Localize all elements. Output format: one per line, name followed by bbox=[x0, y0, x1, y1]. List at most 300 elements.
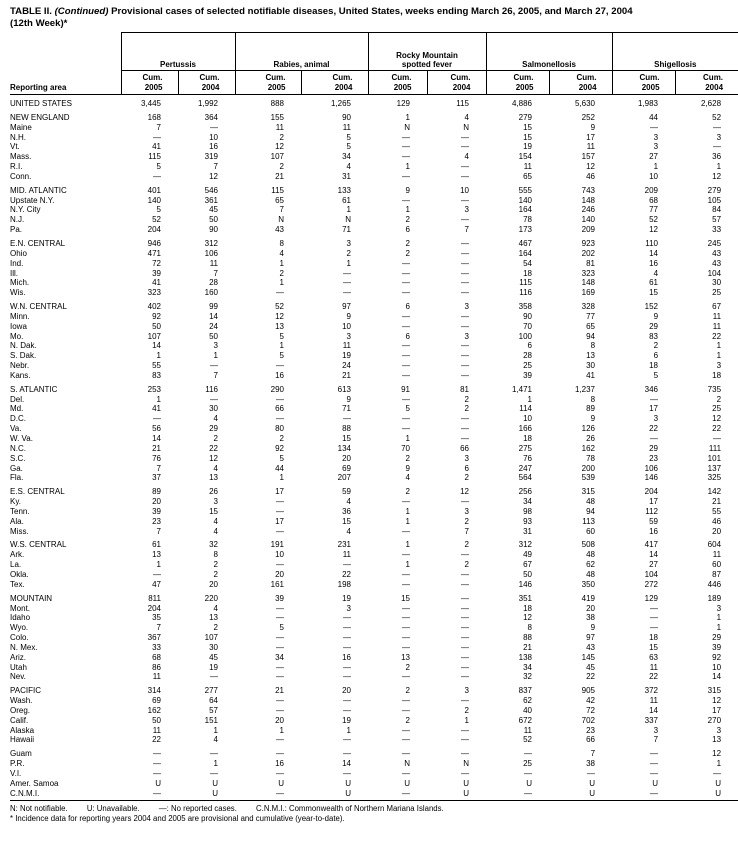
cell-value: 42 bbox=[586, 696, 596, 706]
cell-value: 231 bbox=[337, 540, 351, 550]
cell-value: 1 bbox=[279, 473, 284, 483]
cell-value: 5 bbox=[346, 132, 351, 142]
cell-value: 1 bbox=[716, 759, 722, 769]
cell-value: 15 bbox=[342, 516, 351, 526]
cell-value: 23 bbox=[586, 725, 596, 735]
cell-value: — bbox=[343, 696, 351, 706]
cell-value: 43 bbox=[586, 642, 596, 652]
cell-value: 7 bbox=[653, 735, 659, 745]
cell-value: 34 bbox=[523, 662, 532, 672]
cell-value: — bbox=[343, 672, 351, 682]
table-row bbox=[10, 633, 738, 643]
cell-value: 11 bbox=[342, 550, 351, 560]
cell-value: 16 bbox=[275, 759, 284, 769]
cell-value: 4 bbox=[464, 112, 469, 122]
cell-value: 314 bbox=[147, 686, 161, 696]
cell-value: — bbox=[461, 162, 469, 172]
table-row bbox=[10, 716, 738, 726]
cell-value: 71 bbox=[342, 225, 351, 235]
cell-value: 30 bbox=[209, 642, 218, 652]
cell-value: 5 bbox=[405, 404, 410, 414]
cell-value: 279 bbox=[707, 185, 722, 195]
row-label: Conn. bbox=[10, 171, 32, 181]
cell-value: 11 bbox=[649, 696, 659, 706]
cell-value: 138 bbox=[518, 652, 532, 662]
row-label: W.S. CENTRAL bbox=[10, 540, 67, 550]
cell-value: 15 bbox=[649, 288, 659, 298]
cell-value: 7 bbox=[156, 463, 161, 473]
cell-value: 3,445 bbox=[140, 99, 161, 108]
cell-value: — bbox=[461, 749, 469, 759]
row-label: Idaho bbox=[10, 613, 31, 623]
cell-value: 22 bbox=[342, 569, 351, 579]
cell-value: 2 bbox=[279, 434, 284, 443]
cell-value: 2 bbox=[464, 404, 469, 414]
cell-value: 7 bbox=[279, 205, 284, 215]
cell-value: 11 bbox=[342, 341, 351, 351]
row-label: Nev. bbox=[10, 672, 26, 682]
cell-value: 12 bbox=[460, 487, 469, 497]
cell-value: 19 bbox=[209, 662, 218, 672]
cell-value: 346 bbox=[644, 384, 659, 394]
cell-value: — bbox=[343, 623, 351, 633]
table-row bbox=[10, 298, 738, 312]
table-row bbox=[10, 550, 738, 560]
cell-value: 140 bbox=[518, 195, 532, 205]
cell-value: — bbox=[461, 414, 469, 424]
cell-value: 90 bbox=[523, 311, 532, 321]
cell-value: 9 bbox=[653, 311, 659, 321]
cell-value: 204 bbox=[147, 225, 161, 235]
cell-value: 3 bbox=[716, 725, 722, 735]
cell-value: 2 bbox=[464, 540, 469, 550]
cell-value: 12 bbox=[712, 749, 722, 759]
cell-value: 10 bbox=[523, 414, 532, 424]
cell-value: 56 bbox=[152, 424, 161, 434]
cell-value: 137 bbox=[707, 463, 722, 473]
footnote-legend bbox=[10, 804, 728, 815]
cell-value: 1 bbox=[346, 205, 351, 215]
cell-value: 50 bbox=[152, 715, 161, 725]
cell-value: 40 bbox=[523, 705, 532, 715]
row-label: NEW ENGLAND bbox=[10, 112, 70, 122]
cell-value: — bbox=[402, 497, 410, 507]
cell-value: 90 bbox=[342, 112, 351, 122]
cell-value: 39 bbox=[152, 268, 161, 278]
cell-value: 69 bbox=[152, 696, 161, 706]
cell-value: — bbox=[276, 696, 284, 706]
cell-value: 50 bbox=[209, 215, 218, 225]
cell-value: — bbox=[461, 248, 469, 258]
cell-value: 252 bbox=[581, 112, 596, 122]
cell-value: 111 bbox=[708, 443, 722, 453]
cell-value: — bbox=[402, 424, 410, 434]
group-header-row bbox=[10, 33, 738, 71]
cell-value: 24 bbox=[209, 321, 218, 331]
cell-value: — bbox=[276, 560, 284, 570]
cell-value: 21 bbox=[523, 642, 532, 652]
table-row bbox=[10, 312, 738, 322]
cell-value: 77 bbox=[649, 205, 659, 215]
cell-value: — bbox=[153, 414, 161, 424]
row-label: Del. bbox=[10, 394, 25, 404]
cell-value: 11 bbox=[649, 662, 659, 672]
cell-value: 17 bbox=[275, 487, 284, 497]
cell-value: 4 bbox=[653, 268, 659, 278]
table-row bbox=[10, 424, 738, 434]
cell-value: 2 bbox=[213, 569, 218, 579]
cell-value: 14 bbox=[342, 759, 351, 769]
cell-value: 1 bbox=[716, 162, 722, 172]
cell-value: — bbox=[713, 769, 722, 778]
table-row bbox=[10, 779, 738, 789]
cell-value: 52 bbox=[649, 215, 659, 225]
table-row bbox=[10, 759, 738, 769]
cell-value: 13 bbox=[275, 321, 284, 331]
cell-value: 367 bbox=[147, 633, 161, 643]
cell-value: 76 bbox=[152, 453, 161, 463]
cell-value: 446 bbox=[707, 579, 722, 589]
cell-value: — bbox=[402, 705, 410, 715]
cell-value: 9 bbox=[346, 394, 351, 404]
cell-value: 27 bbox=[649, 560, 659, 570]
cell-value: 3 bbox=[464, 331, 469, 341]
table-row bbox=[10, 133, 738, 143]
cell-value: 52 bbox=[712, 112, 722, 122]
cell-value: U bbox=[652, 778, 659, 788]
cell-value: 7 bbox=[213, 162, 218, 172]
row-label: Oreg. bbox=[10, 705, 31, 715]
cell-value: 145 bbox=[581, 652, 596, 662]
cell-value: 16 bbox=[649, 258, 659, 268]
table-row bbox=[10, 152, 738, 162]
cell-value: 5 bbox=[279, 453, 284, 463]
cell-value: 323 bbox=[581, 268, 596, 278]
cell-value: 419 bbox=[581, 593, 596, 603]
cell-value: N bbox=[463, 122, 469, 132]
cell-value: — bbox=[153, 171, 161, 181]
cell-value: 169 bbox=[581, 288, 596, 298]
cell-value: — bbox=[402, 569, 410, 579]
table-title-week: (12th Week)* bbox=[10, 17, 68, 29]
cell-value: 2,628 bbox=[701, 99, 722, 108]
cell-value: 3 bbox=[464, 302, 469, 312]
table-row bbox=[10, 109, 738, 123]
cell-value: U bbox=[212, 778, 218, 788]
cell-value: 17 bbox=[649, 497, 659, 507]
cell-value: 12 bbox=[649, 225, 659, 235]
cell-value: 152 bbox=[644, 302, 659, 312]
cell-value: 28 bbox=[523, 351, 532, 361]
cell-value: 107 bbox=[270, 152, 284, 162]
cell-value: — bbox=[402, 725, 410, 735]
cell-value: — bbox=[235, 789, 301, 800]
cell-value: 97 bbox=[586, 633, 596, 643]
cell-value: 209 bbox=[581, 225, 596, 235]
cell-value: 36 bbox=[342, 506, 351, 516]
cell-value: 15 bbox=[523, 132, 532, 142]
table-row bbox=[10, 259, 738, 269]
cell-value: 17 bbox=[586, 132, 596, 142]
cell-value: — bbox=[121, 789, 178, 800]
cell-value: 3 bbox=[346, 603, 351, 613]
cell-value: 60 bbox=[712, 560, 722, 570]
cell-value: 2 bbox=[279, 132, 284, 142]
cell-value: 417 bbox=[644, 540, 659, 550]
cell-value: 57 bbox=[209, 705, 218, 715]
cell-value: 107 bbox=[204, 633, 218, 643]
cell-value: 351 bbox=[518, 593, 532, 603]
cell-value: 1 bbox=[213, 759, 218, 769]
cell-value: — bbox=[524, 749, 532, 759]
cell-value: — bbox=[461, 288, 469, 298]
cell-value: 69 bbox=[342, 463, 351, 473]
cell-value: 1 bbox=[527, 394, 532, 404]
cell-value: 18 bbox=[523, 268, 532, 278]
cell-value: — bbox=[402, 351, 410, 361]
cell-value: — bbox=[461, 579, 469, 589]
cell-value: N bbox=[463, 759, 469, 769]
table-row bbox=[10, 643, 738, 653]
row-label: MID. ATLANTIC bbox=[10, 185, 67, 195]
cell-value: 55 bbox=[712, 506, 722, 516]
cell-value: 157 bbox=[581, 152, 596, 162]
cell-value: 91 bbox=[401, 384, 410, 394]
cell-value: 1 bbox=[156, 394, 161, 404]
table-row bbox=[10, 769, 738, 779]
cell-value: 4 bbox=[213, 414, 218, 424]
cell-value: 110 bbox=[645, 238, 659, 248]
cell-value: — bbox=[276, 633, 284, 643]
cell-value: 4 bbox=[213, 526, 218, 536]
cell-value: 29 bbox=[649, 321, 659, 331]
cell-value: — bbox=[343, 268, 351, 278]
cell-value: — bbox=[153, 569, 161, 579]
cell-value: 7 bbox=[590, 749, 596, 759]
group-header-pertussis: Pertussis bbox=[121, 33, 235, 71]
row-label: Tenn. bbox=[10, 506, 30, 516]
cell-value: 148 bbox=[581, 278, 596, 288]
cell-value: — bbox=[210, 769, 218, 778]
cell-value: — bbox=[461, 351, 469, 361]
cell-value: 65 bbox=[275, 195, 284, 205]
cell-value: 88 bbox=[342, 424, 351, 434]
cell-value: 5 bbox=[653, 370, 659, 380]
cell-value: 6 bbox=[405, 225, 410, 235]
cell-value: 10 bbox=[209, 132, 218, 142]
cell-value: 1 bbox=[716, 613, 722, 623]
cell-value: — bbox=[461, 238, 469, 248]
table-row bbox=[10, 590, 738, 604]
cell-value: — bbox=[402, 749, 410, 759]
cell-value: 34 bbox=[342, 152, 351, 162]
row-label: Amer. Samoa bbox=[10, 778, 59, 788]
cell-value: 48 bbox=[586, 497, 596, 507]
cell-value: 29 bbox=[649, 443, 659, 453]
cell-value: 361 bbox=[204, 195, 218, 205]
cell-value: 114 bbox=[519, 404, 532, 414]
cell-value: — bbox=[650, 613, 659, 623]
cell-value: 2 bbox=[279, 268, 284, 278]
cell-value: 1 bbox=[156, 351, 161, 361]
table-row bbox=[10, 682, 738, 696]
cell-value: — bbox=[461, 613, 469, 623]
cell-value: 2 bbox=[405, 248, 410, 258]
cell-value: 2 bbox=[653, 341, 659, 351]
cell-value: 1,471 bbox=[511, 384, 532, 394]
cell-value: 564 bbox=[518, 473, 532, 483]
cell-value: 8 bbox=[590, 394, 596, 404]
cell-value: 28 bbox=[209, 278, 218, 288]
cell-value: 97 bbox=[342, 302, 351, 312]
cell-value: — bbox=[343, 414, 351, 424]
cell-value: 4 bbox=[346, 497, 351, 507]
cell-value: 2 bbox=[405, 215, 410, 225]
cell-value: 15 bbox=[209, 506, 218, 516]
cell-value: 32 bbox=[209, 540, 218, 550]
cell-value: 245 bbox=[707, 238, 722, 248]
cell-value: 22 bbox=[712, 424, 722, 434]
cell-value: 604 bbox=[707, 540, 722, 550]
cell-value: 2 bbox=[213, 560, 218, 570]
table-row bbox=[10, 706, 738, 716]
cell-value: 1 bbox=[405, 516, 410, 526]
cell-value: 13 bbox=[152, 550, 161, 560]
cell-value: 61 bbox=[649, 278, 659, 288]
cell-value: 8 bbox=[590, 341, 596, 351]
cell-value: 613 bbox=[337, 384, 351, 394]
cell-value: 3 bbox=[464, 453, 469, 463]
table-row bbox=[10, 580, 738, 590]
cell-value: — bbox=[402, 258, 410, 268]
reporting-area-header: Reporting area bbox=[10, 33, 121, 95]
cell-value: 21 bbox=[152, 443, 161, 453]
cell-value: — bbox=[461, 735, 469, 745]
cell-value: 7 bbox=[156, 122, 161, 132]
cell-value: 1 bbox=[716, 341, 722, 351]
cell-value: 30 bbox=[209, 404, 218, 414]
table-row bbox=[10, 142, 738, 152]
cell-value: — bbox=[343, 288, 351, 298]
cell-value: 89 bbox=[152, 487, 161, 497]
cell-value: — bbox=[343, 278, 351, 288]
col-header-cum-2004: Cum. 2004 bbox=[675, 71, 738, 95]
cell-value: 14 bbox=[209, 311, 218, 321]
cell-value: — bbox=[402, 268, 410, 278]
cell-value: 2 bbox=[213, 623, 218, 633]
cell-value: 162 bbox=[147, 705, 161, 715]
row-label: Ark. bbox=[10, 550, 25, 560]
cell-value: 1 bbox=[716, 351, 722, 361]
cell-value: 98 bbox=[523, 506, 532, 516]
row-label: Fla. bbox=[10, 473, 24, 483]
row-label: Ohio bbox=[10, 248, 27, 258]
table-row bbox=[10, 653, 738, 663]
cell-value: — bbox=[461, 268, 469, 278]
cell-value: 146 bbox=[518, 579, 532, 589]
cell-value: 115 bbox=[148, 152, 161, 162]
cell-value: 12 bbox=[712, 696, 722, 706]
cell-value: — bbox=[650, 749, 659, 759]
cell-value: 116 bbox=[205, 384, 218, 394]
cell-value: 134 bbox=[337, 443, 351, 453]
table-row bbox=[10, 249, 738, 259]
row-label: S. Dak. bbox=[10, 351, 37, 361]
table-row bbox=[10, 663, 738, 673]
cell-value: — bbox=[461, 142, 469, 152]
table-row bbox=[10, 473, 738, 483]
row-label: UNITED STATES bbox=[10, 99, 72, 108]
table-row bbox=[10, 235, 738, 249]
cell-value: 36 bbox=[712, 152, 722, 162]
table-title-rest: Provisional cases of selected notifiable diseases, United States, weeks ending March 26, 2005, and March 27, 2004 bbox=[111, 6, 633, 17]
table-row bbox=[10, 162, 738, 172]
cell-value: 2 bbox=[464, 560, 469, 570]
row-label: N. Mex. bbox=[10, 642, 38, 652]
cell-value: 3 bbox=[346, 238, 351, 248]
cell-value: — bbox=[461, 497, 469, 507]
cell-value: 104 bbox=[707, 268, 722, 278]
cell-value: 401 bbox=[147, 185, 161, 195]
cell-value: 946 bbox=[147, 238, 161, 248]
cell-value: — bbox=[276, 361, 284, 371]
cell-value: 19 bbox=[523, 142, 532, 152]
cell-value: 67 bbox=[523, 560, 532, 570]
cell-value: 11 bbox=[275, 122, 284, 132]
cell-value: 52 bbox=[523, 735, 532, 745]
table-row bbox=[10, 371, 738, 381]
cell-value: 20 bbox=[342, 453, 351, 463]
cell-value: 50 bbox=[152, 321, 161, 331]
row-label: C.N.M.I. bbox=[10, 789, 121, 800]
row-label: S. ATLANTIC bbox=[10, 384, 58, 394]
cell-value: 471 bbox=[147, 248, 161, 258]
cell-value: 46 bbox=[586, 171, 596, 181]
cell-value: 106 bbox=[204, 248, 218, 258]
cell-value: 3 bbox=[653, 414, 659, 424]
cell-value: 155 bbox=[270, 112, 284, 122]
cell-value: 173 bbox=[518, 225, 532, 235]
cell-value: 160 bbox=[204, 288, 218, 298]
cell-value: 24 bbox=[342, 361, 351, 371]
group-header-rocky-mountain-spotted-fever: Rocky Mountain spotted fever bbox=[368, 33, 486, 71]
cell-value: — bbox=[612, 789, 675, 800]
cell-value: U bbox=[427, 789, 486, 800]
row-label: Ind. bbox=[10, 258, 24, 268]
cell-value: — bbox=[343, 769, 351, 778]
cell-value: 200 bbox=[581, 463, 596, 473]
cell-value: 10 bbox=[649, 171, 659, 181]
cell-value: 1 bbox=[213, 725, 218, 735]
cell-value: — bbox=[461, 215, 469, 225]
cell-value: 14 bbox=[649, 550, 659, 560]
cell-value: 6 bbox=[405, 302, 410, 312]
table-row bbox=[10, 381, 738, 395]
row-label: Vt. bbox=[10, 142, 20, 152]
cell-value: 66 bbox=[275, 404, 284, 414]
cell-value: 11 bbox=[712, 550, 722, 560]
cell-value: 41 bbox=[152, 278, 161, 288]
table-row bbox=[10, 434, 738, 444]
cell-value: 43 bbox=[275, 225, 284, 235]
cell-value: 1 bbox=[346, 725, 351, 735]
cell-value: 72 bbox=[586, 705, 596, 715]
cell-value: — bbox=[276, 603, 284, 613]
cell-value: 67 bbox=[712, 302, 722, 312]
cell-value: 25 bbox=[523, 361, 532, 371]
table-row bbox=[10, 604, 738, 614]
table-row bbox=[10, 278, 738, 288]
